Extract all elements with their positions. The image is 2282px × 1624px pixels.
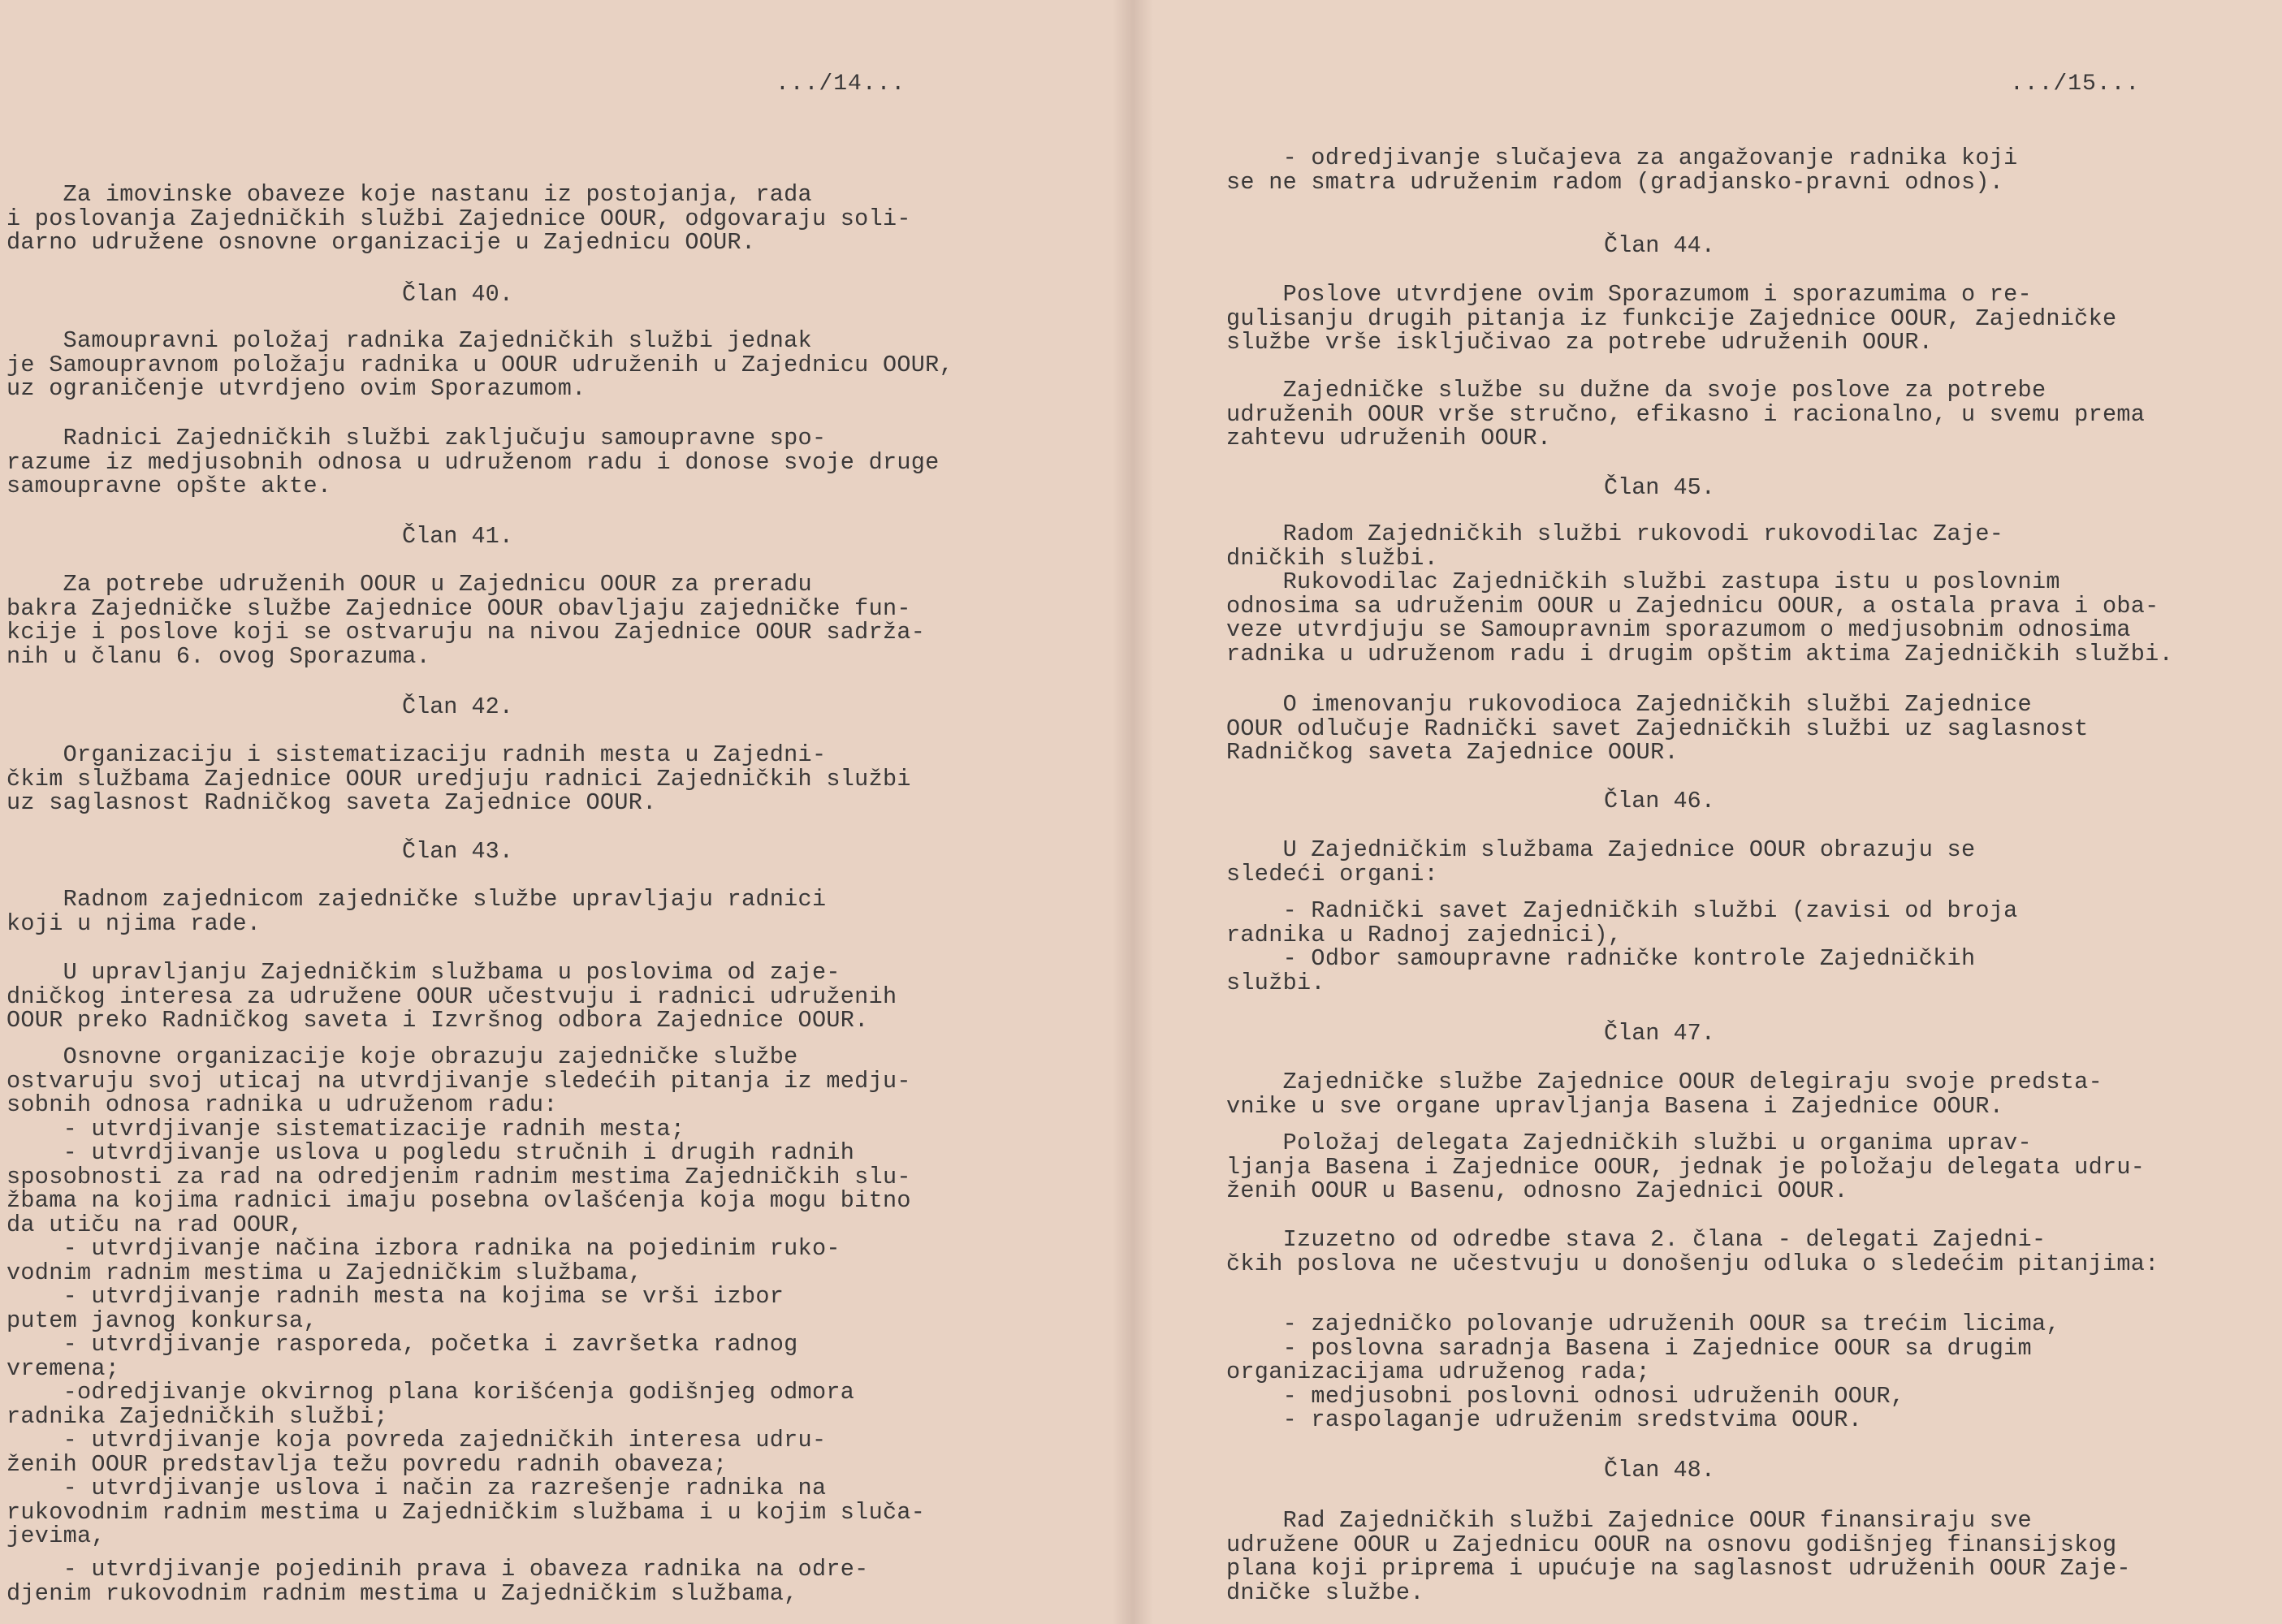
paragraph: - odredjivanje slučajeva za angažovanje radnika koji se ne smatra udruženim radom (gradjansko-pravni odnos). bbox=[1226, 145, 2018, 196]
article-heading: Član 44. bbox=[1604, 232, 1715, 259]
paragraph: - utvrdjivanje pojedinih prava i obaveza radnika na odre- djenim rukovodnim radnim mestima u Zajedničkim službama, bbox=[6, 1556, 869, 1607]
paragraph: Za imovinske obaveze koje nastanu iz postojanja, rada i poslovanja Zajedničkih službi Zajednice OOUR, odgovaraju soli- darno udružene osnovne organizacije u Zajednicu OOUR. bbox=[6, 181, 911, 256]
page-number-left: .../14... bbox=[776, 71, 906, 97]
paragraph: Osnovne organizacije koje obrazuju zajedničke službe ostvaruju svoj uticaj na utvrdjivanje sledećih pitanja iz medju- sobnih odnosa radnika u udruženom radu: - utvrdjivanje sistematizacije radnih mesta; - utvrdjivanje uslova u pogledu stručnih i drugih radnih sposobnosti za rad na odredjenim radnim mestima Zajedničkih slu- žbama na kojima radnici imaju posebna ovlašćenja koja mogu bitno da utiču na rad OOUR, - utvrdjivanje načina izbora radnika na pojedinim ruko- vodnim radnim mestima u Zajedničkim službama, - utvrdjivanje radnih mesta na kojima se vrši izbor putem javnog konkursa, - utvrdjivanje rasporeda, početka i završetka radnog vremena; -odredjivanje okvirnog plana korišćenja godišnjeg odmora radnika Zajedničkih službi; - utvrdjivanje koja povreda zajedničkih interesa udru- ženih OOUR predstavlja težu povredu radnih obaveza; - utvrdjivanje uslova i način za razrešenje radnika na rukovodnim radnim mestima u Zajedničkim službama i u kojim sluča- jevima, bbox=[6, 1043, 926, 1549]
article-heading: Član 43. bbox=[402, 838, 513, 865]
paragraph: Radom Zajedničkih službi rukovodi rukovodilac Zaje- dničkih službi. Rukovodilac Zajedničkih službi zastupa istu u poslovnim odnosima sa udruženim OOUR u Zajednicu OOUR, a ostala prava i oba- veze utvrdjuju se Samoupravnim sporazumom o medjusobnim odnosima radnika u udruženom radu i drugim opštim aktima Zajedničkih službi. bbox=[1226, 520, 2173, 667]
paragraph: Radnom zajednicom zajedničke službe upravljaju radnici koji u njima rade. bbox=[6, 886, 827, 937]
paragraph: Zajedničke službe Zajednice OOUR delegiraju svoje predsta- vnike u sve organe upravljanja Basena i Zajednice OOUR. bbox=[1226, 1069, 2103, 1120]
paragraph: Položaj delegata Zajedničkih službi u organima uprav- ljanja Basena i Zajednice OOUR, jednak je položaju delegata udru- ženih OOUR u Basenu, odnosno Zajednici OOUR. bbox=[1226, 1129, 2146, 1204]
paragraph: Zajedničke službe su dužne da svoje poslove za potrebe udruženih OOUR vrše stručno, efikasno i racionalno, u svemu prema zahtevu udruženih OOUR. bbox=[1226, 377, 2146, 451]
paragraph: U Zajedničkim službama Zajednice OOUR obrazuju se sledeći organi: bbox=[1226, 836, 1976, 888]
page-number-right: .../15... bbox=[2010, 71, 2141, 97]
paragraph: Poslove utvrdjene ovim Sporazumom i sporazumima o re- gulisanju drugih pitanja iz funkcije Zajednice OOUR, Zajedničke službe vrše isključivao za potrebe udruženih OOUR. bbox=[1226, 281, 2117, 356]
paragraph: O imenovanju rukovodioca Zajedničkih službi Zajednice OOUR odlučuje Radnički savet Zajedničkih službi uz saglasnost Radničkog saveta Zajednice OOUR. bbox=[1226, 691, 2089, 766]
article-heading: Član 41. bbox=[402, 523, 513, 550]
book-gutter bbox=[1113, 0, 1153, 1624]
article-heading: Član 45. bbox=[1604, 474, 1715, 501]
paragraph: Rad Zajedničkih službi Zajednice OOUR finansiraju sve udružene OOUR u Zajednicu OOUR na osnovu godišnjeg finansijskog plana koji priprema i upućuje na saglasnost udruženih OOUR Zaje- dničke službe. bbox=[1226, 1507, 2131, 1606]
paragraph: Za potrebe udruženih OOUR u Zajednicu OOUR za preradu bakra Zajedničke službe Zajednice OOUR obavljaju zajedničke fun- kcije i poslove koji se ostvaruju na nivou Zajednice OOUR sadrža- nih u članu 6. ovog Sporazuma. bbox=[6, 571, 926, 670]
paragraph: Izuzetno od odredbe stava 2. člana - delegati Zajedni- čkih poslova ne učestvuju u donošenju odluka o sledećim pitanjima: bbox=[1226, 1226, 2159, 1277]
paragraph: - zajedničko polovanje udruženih OOUR sa trećim licima, - poslovna saradnja Basena i Zajednice OOUR sa drugim organizacijama udruženog rada; - medjusobni poslovni odnosi udruženih OOUR, - raspolaganje udruženim sredstvima OOUR. bbox=[1226, 1311, 2060, 1433]
paragraph: U upravljanju Zajedničkim službama u poslovima od zaje- dničkog interesa za udružene OOUR učestvuju i radnici udruženih OOUR preko Radničkog saveta i Izvršnog odbora Zajednice OOUR. bbox=[6, 959, 897, 1034]
paragraph: - Radnički savet Zajedničkih službi (zavisi od broja radnika u Radnoj zajednici), - Odbor samoupravne radničke kontrole Zajedničkih službi. bbox=[1226, 897, 2018, 996]
article-heading: Član 42. bbox=[402, 693, 513, 720]
article-heading: Član 46. bbox=[1604, 788, 1715, 814]
paragraph: Radnici Zajedničkih službi zaključuju samoupravne spo- razume iz medjusobnih odnosa u udruženom radu i donose svoje druge samoupravne opšte akte. bbox=[6, 425, 940, 499]
article-heading: Član 40. bbox=[402, 281, 513, 308]
article-heading: Član 47. bbox=[1604, 1020, 1715, 1047]
paragraph: Samoupravni položaj radnika Zajedničkih službi jednak je Samoupravnom položaju radnika u OOUR udruženih u Zajednicu OOUR, uz ograničenje utvrdjeno ovim Sporazumom. bbox=[6, 327, 953, 402]
paragraph: Organizaciju i sistematizaciju radnih mesta u Zajedni- čkim službama Zajednice OOUR uredjuju radnici Zajedničkih službi uz saglasnost Radničkog saveta Zajednice OOUR. bbox=[6, 741, 911, 816]
article-heading: Član 48. bbox=[1604, 1457, 1715, 1484]
